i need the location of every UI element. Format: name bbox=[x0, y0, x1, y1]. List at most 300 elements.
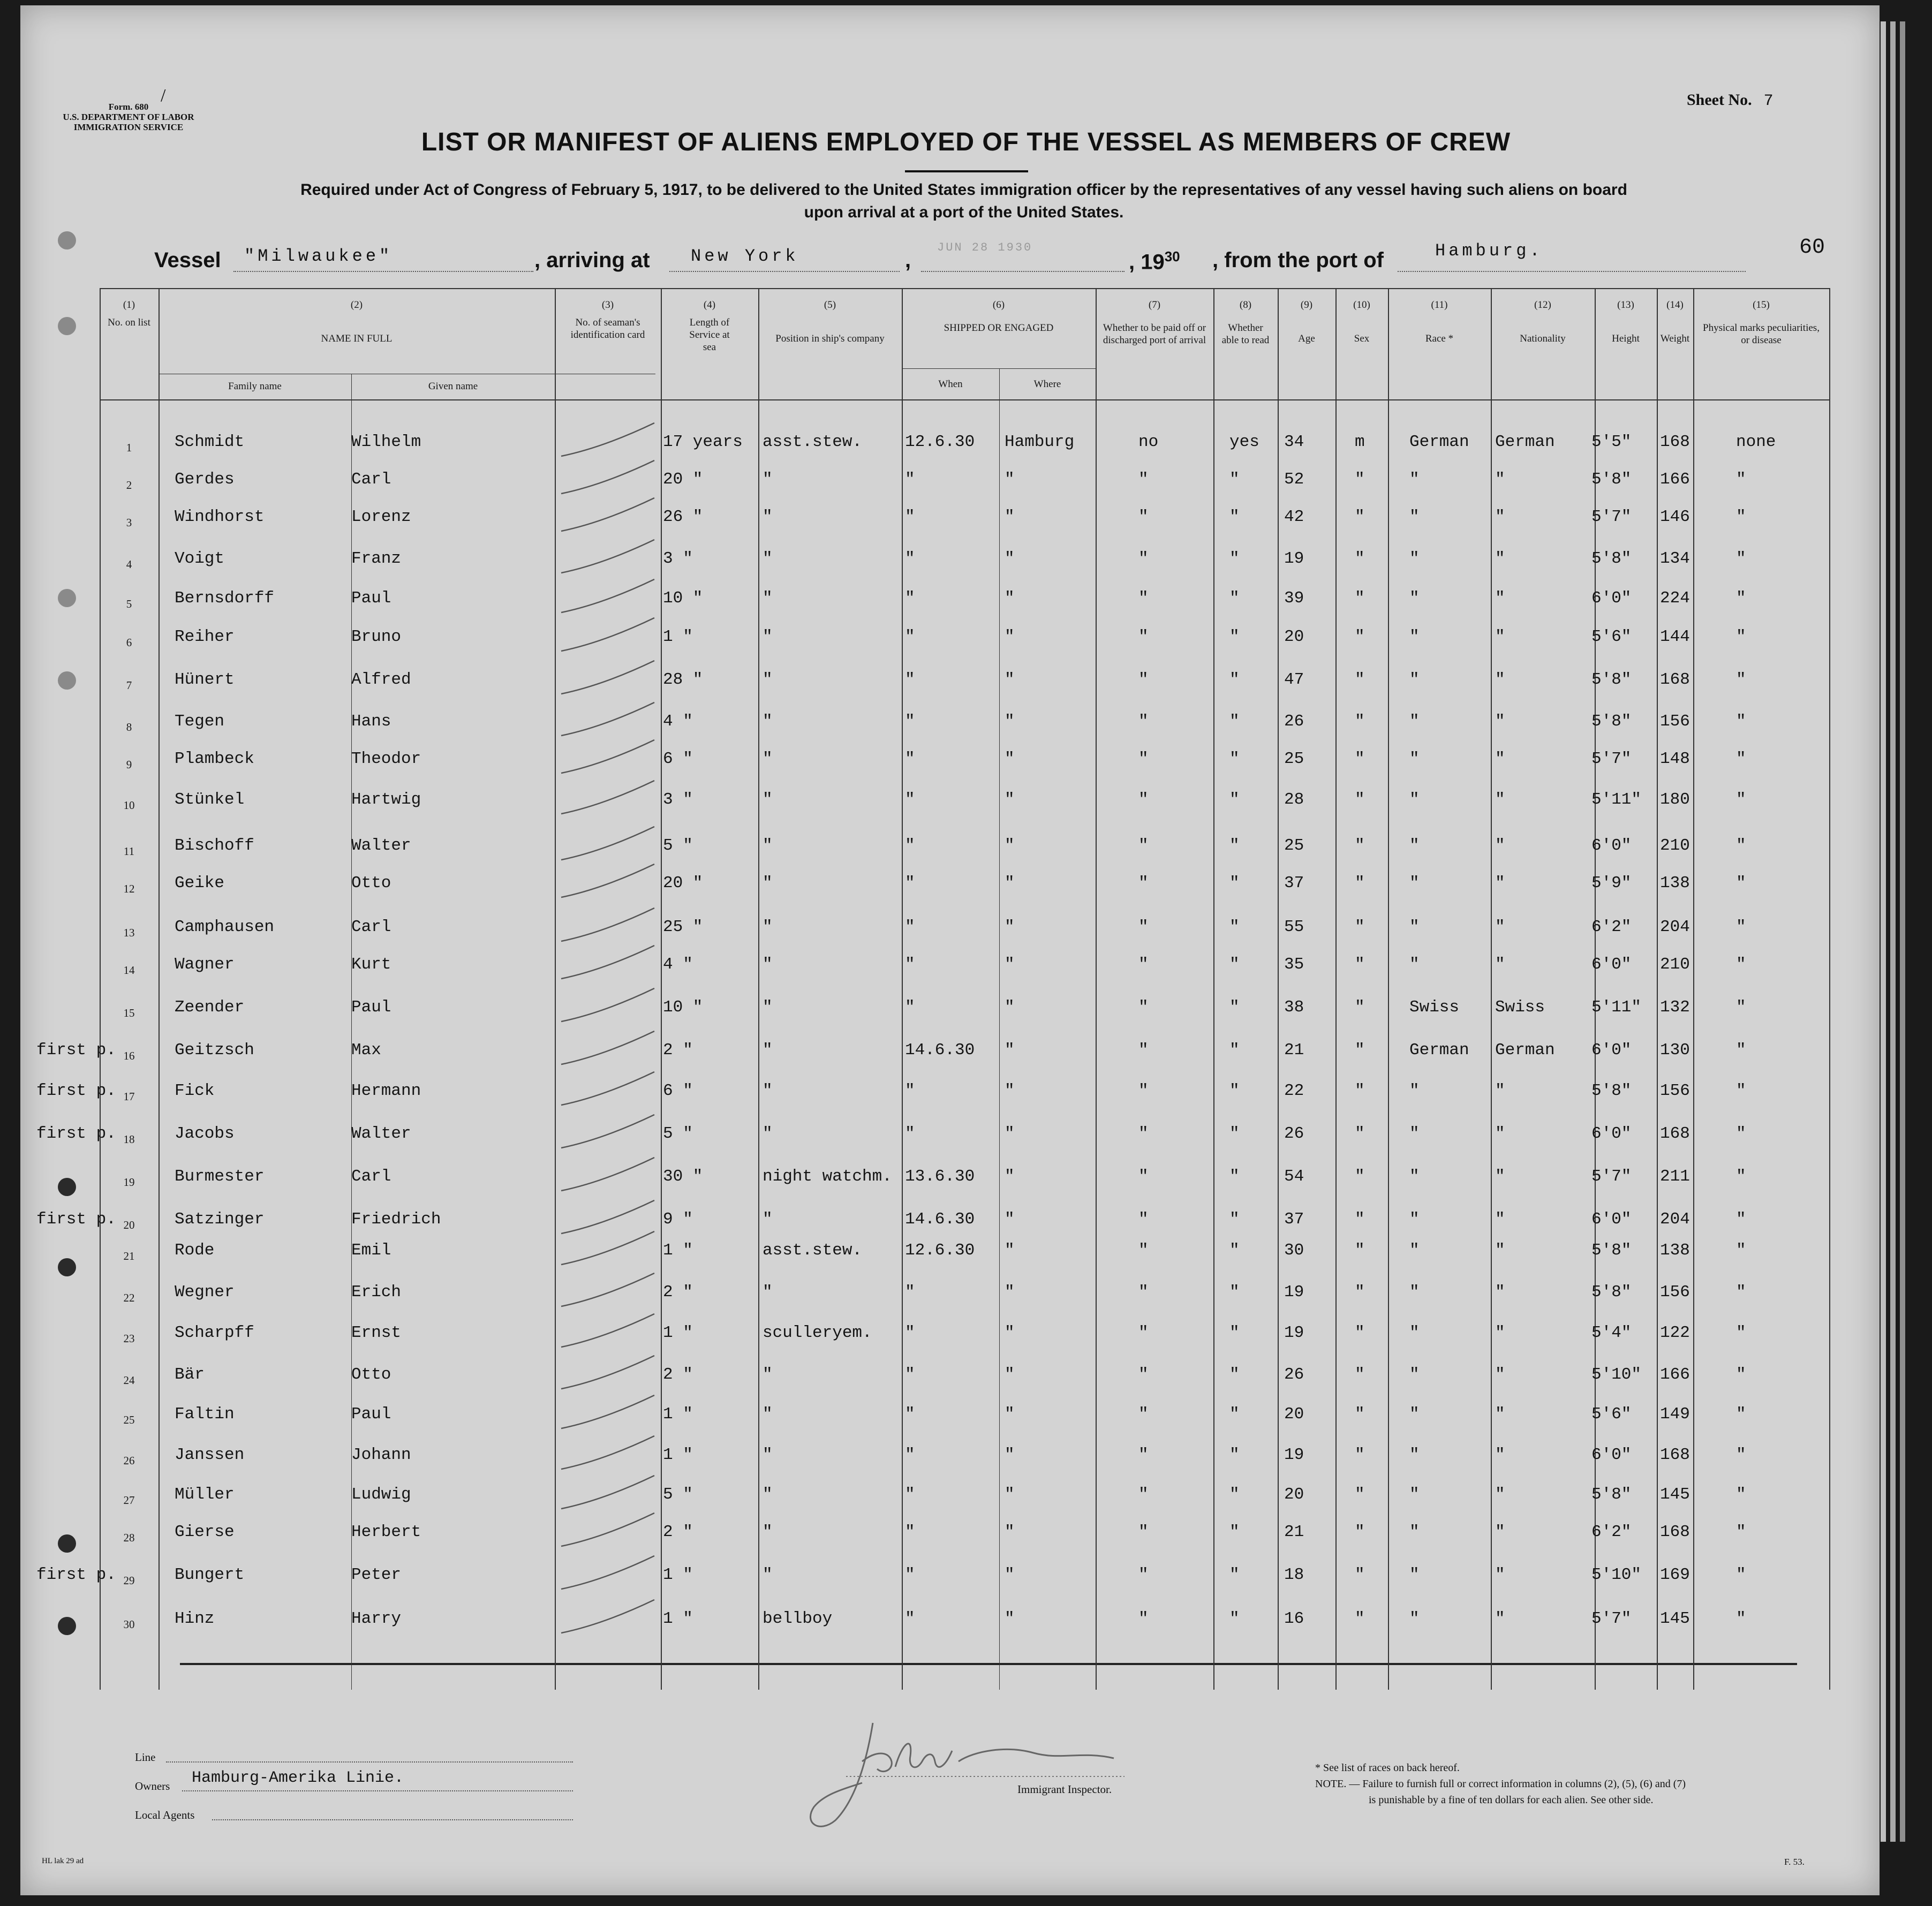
cell-given: Alfred bbox=[351, 670, 411, 689]
col-header-nationality bbox=[1491, 299, 1595, 345]
cell-nationality: " bbox=[1495, 918, 1505, 936]
cell-position: " bbox=[763, 918, 773, 936]
col-title: Length of Service at sea bbox=[689, 317, 730, 353]
cell-weight: 132 bbox=[1660, 998, 1690, 1017]
cell-when: " bbox=[905, 470, 915, 489]
cell-no: 28 bbox=[123, 1531, 135, 1544]
cell-race: " bbox=[1409, 955, 1420, 974]
cell-age: 25 bbox=[1284, 750, 1304, 768]
cell-age: 39 bbox=[1284, 589, 1304, 608]
cell-family: Gierse bbox=[175, 1523, 235, 1541]
cell-height: 5'7" bbox=[1591, 750, 1632, 768]
cell-sex: " bbox=[1355, 918, 1365, 936]
check-mark bbox=[561, 740, 654, 773]
cell-sex: " bbox=[1355, 1323, 1365, 1342]
cell-weight: 168 bbox=[1660, 670, 1690, 689]
cell-age: 35 bbox=[1284, 955, 1304, 974]
table-end-rule bbox=[180, 1663, 1797, 1665]
cell-service: 1 " bbox=[663, 1565, 693, 1584]
vessel-name: "Milwaukee" bbox=[244, 246, 393, 266]
cell-when: 13.6.30 bbox=[905, 1167, 975, 1186]
cell-position: " bbox=[763, 1124, 773, 1143]
cell-weight: 138 bbox=[1660, 1241, 1690, 1260]
cell-paid: " bbox=[1138, 1124, 1149, 1143]
cell-when: " bbox=[905, 998, 915, 1017]
cell-service: 26 " bbox=[663, 508, 703, 526]
cell-where: " bbox=[1005, 627, 1015, 646]
cell-family: Schmidt bbox=[175, 433, 245, 451]
cell-family: Plambeck bbox=[175, 750, 254, 768]
cell-nationality: German bbox=[1495, 433, 1555, 451]
col-title: Nationality bbox=[1520, 333, 1566, 344]
cell-nationality: " bbox=[1495, 1167, 1505, 1186]
cell-no: 19 bbox=[123, 1176, 135, 1189]
check-mark bbox=[561, 827, 654, 860]
cell-paid: " bbox=[1138, 1041, 1149, 1060]
cell-family: Wegner bbox=[175, 1283, 235, 1302]
arriving-port: New York bbox=[691, 246, 799, 266]
cell-position: " bbox=[763, 874, 773, 893]
cell-race: German bbox=[1409, 433, 1469, 451]
cell-position: " bbox=[763, 1523, 773, 1541]
cell-marks: " bbox=[1736, 549, 1746, 568]
cell-position: " bbox=[763, 670, 773, 689]
check-mark bbox=[561, 1115, 654, 1148]
cell-read: " bbox=[1229, 874, 1240, 893]
cell-where: " bbox=[1005, 589, 1015, 608]
cell-height: 5'11" bbox=[1591, 998, 1642, 1017]
cell-read: " bbox=[1229, 1485, 1240, 1504]
cell-where: " bbox=[1005, 836, 1015, 855]
cell-sex: " bbox=[1355, 627, 1365, 646]
cell-service: 1 " bbox=[663, 1323, 693, 1342]
cell-read: " bbox=[1229, 790, 1240, 809]
table-rule bbox=[100, 288, 1829, 289]
cell-read: " bbox=[1229, 670, 1240, 689]
cell-height: 5'8" bbox=[1591, 1241, 1632, 1260]
cell-sex: " bbox=[1355, 1041, 1365, 1060]
col-header-age bbox=[1278, 299, 1335, 345]
cell-weight: 138 bbox=[1660, 874, 1690, 893]
cell-given: Theodor bbox=[351, 750, 421, 768]
cell-paid: " bbox=[1138, 1365, 1149, 1384]
cell-position: night watchm. bbox=[763, 1167, 892, 1186]
page-title: LIST OR MANIFEST OF ALIENS EMPLOYED OF THE VESSEL AS MEMBERS OF CREW bbox=[421, 128, 1511, 156]
cell-service: 6 " bbox=[663, 1081, 693, 1100]
cell-nationality: " bbox=[1495, 1283, 1505, 1302]
manifest-table bbox=[36, 288, 1829, 1690]
cell-no: 26 bbox=[123, 1454, 135, 1467]
col-number: (3) bbox=[601, 299, 614, 311]
col-title: NAME IN FULL bbox=[321, 333, 393, 344]
cell-age: 18 bbox=[1284, 1565, 1304, 1584]
cell-when: " bbox=[905, 918, 915, 936]
cell-age: 26 bbox=[1284, 1124, 1304, 1143]
cell-family: Zeender bbox=[175, 998, 245, 1017]
punch-hole bbox=[58, 671, 76, 690]
margin-annotation: first p. bbox=[36, 1041, 116, 1060]
cell-race: " bbox=[1409, 627, 1420, 646]
check-mark bbox=[561, 988, 654, 1022]
cell-paid: " bbox=[1138, 470, 1149, 489]
cell-nationality: " bbox=[1495, 874, 1505, 893]
cell-service: 2 " bbox=[663, 1523, 693, 1541]
cell-given: Hans bbox=[351, 712, 391, 731]
cell-given: Harry bbox=[351, 1609, 402, 1628]
cell-sex: " bbox=[1355, 1523, 1365, 1541]
cell-when: " bbox=[905, 549, 915, 568]
col-number: (1) bbox=[123, 299, 135, 311]
cell-sex: " bbox=[1355, 1609, 1365, 1628]
cell-sex: " bbox=[1355, 1283, 1365, 1302]
col-divider bbox=[1388, 288, 1389, 1690]
cell-given: Kurt bbox=[351, 955, 391, 974]
check-mark bbox=[561, 1231, 654, 1265]
cell-sex: " bbox=[1355, 1124, 1365, 1143]
cell-age: 26 bbox=[1284, 1365, 1304, 1384]
cell-weight: 145 bbox=[1660, 1609, 1690, 1628]
cell-height: 5'8" bbox=[1591, 1081, 1632, 1100]
cell-sex: " bbox=[1355, 1405, 1365, 1424]
line-underline bbox=[166, 1761, 573, 1763]
col-divider bbox=[1693, 288, 1694, 1690]
page-edge bbox=[1881, 21, 1886, 1842]
cell-when: " bbox=[905, 750, 915, 768]
cell-read: " bbox=[1229, 955, 1240, 974]
cell-paid: " bbox=[1138, 1405, 1149, 1424]
cell-given: Ernst bbox=[351, 1323, 402, 1342]
cell-family: Jacobs bbox=[175, 1124, 235, 1143]
cell-no: 29 bbox=[123, 1574, 135, 1587]
cell-service: 20 " bbox=[663, 470, 703, 489]
cell-marks: " bbox=[1736, 874, 1746, 893]
check-mark bbox=[561, 1314, 654, 1347]
year-field bbox=[1129, 248, 1180, 274]
cell-when: " bbox=[905, 508, 915, 526]
cell-sex: " bbox=[1355, 589, 1365, 608]
cell-no: 14 bbox=[123, 964, 135, 977]
cell-sex: " bbox=[1355, 1365, 1365, 1384]
cell-marks: " bbox=[1736, 712, 1746, 731]
cell-family: Faltin bbox=[175, 1405, 235, 1424]
cell-service: 2 " bbox=[663, 1283, 693, 1302]
cell-weight: 148 bbox=[1660, 750, 1690, 768]
cell-weight: 156 bbox=[1660, 1283, 1690, 1302]
check-mark bbox=[561, 579, 654, 612]
cell-race: " bbox=[1409, 470, 1420, 489]
punch-hole bbox=[58, 317, 76, 335]
cell-position: " bbox=[763, 712, 773, 731]
cell-race: " bbox=[1409, 790, 1420, 809]
cell-nationality: " bbox=[1495, 1405, 1505, 1424]
subtitle-line-1: Required under Act of Congress of February 5, 1917, to be delivered to the United States immigration officer by the representatives of any vessel having such aliens on board bbox=[300, 181, 1627, 199]
col-number: (15) bbox=[1753, 299, 1770, 311]
cell-nationality: " bbox=[1495, 549, 1505, 568]
cell-sex: " bbox=[1355, 874, 1365, 893]
cell-race: " bbox=[1409, 1523, 1420, 1541]
cell-service: 3 " bbox=[663, 549, 693, 568]
check-mark bbox=[561, 498, 654, 531]
cell-paid: " bbox=[1138, 1609, 1149, 1628]
cell-family: Fick bbox=[175, 1081, 215, 1100]
cell-paid: " bbox=[1138, 1167, 1149, 1186]
cell-read: " bbox=[1229, 1167, 1240, 1186]
cell-nationality: " bbox=[1495, 955, 1505, 974]
cell-marks: " bbox=[1736, 998, 1746, 1017]
cell-when: " bbox=[905, 712, 915, 731]
cell-weight: 144 bbox=[1660, 627, 1690, 646]
cell-read: " bbox=[1229, 998, 1240, 1017]
check-mark bbox=[561, 781, 654, 814]
cell-sex: " bbox=[1355, 998, 1365, 1017]
cell-position: " bbox=[763, 750, 773, 768]
sheet-number-value: 7 bbox=[1763, 92, 1773, 110]
cell-sex: " bbox=[1355, 1241, 1365, 1260]
cell-weight: 211 bbox=[1660, 1167, 1690, 1186]
cell-sex: " bbox=[1355, 955, 1365, 974]
cell-given: Hermann bbox=[351, 1081, 421, 1100]
col-divider bbox=[1829, 288, 1830, 1690]
col-title: Whether able to read bbox=[1221, 322, 1270, 346]
col-title: Sex bbox=[1354, 333, 1370, 344]
cell-weight: 204 bbox=[1660, 1210, 1690, 1229]
cell-no: 22 bbox=[123, 1291, 135, 1304]
cell-family: Scharpff bbox=[175, 1323, 254, 1342]
col-number: (4) bbox=[703, 299, 716, 311]
col-number: (5) bbox=[824, 299, 836, 311]
cell-height: 5'10" bbox=[1591, 1365, 1642, 1384]
cell-race: " bbox=[1409, 1283, 1420, 1302]
cell-given: Paul bbox=[351, 998, 391, 1017]
cell-height: 5'4" bbox=[1591, 1323, 1632, 1342]
cell-where: " bbox=[1005, 998, 1015, 1017]
cell-family: Bernsdorff bbox=[175, 589, 275, 608]
cell-where: " bbox=[1005, 874, 1015, 893]
cell-height: 5'6" bbox=[1591, 627, 1632, 646]
cell-sex: " bbox=[1355, 549, 1365, 568]
cell-weight: 122 bbox=[1660, 1323, 1690, 1342]
cell-age: 54 bbox=[1284, 1167, 1304, 1186]
cell-where: " bbox=[1005, 1041, 1015, 1060]
col-divider bbox=[159, 288, 160, 1690]
page-subtitle bbox=[129, 179, 1799, 224]
cell-marks: " bbox=[1736, 1283, 1746, 1302]
cell-marks: none bbox=[1736, 433, 1776, 451]
cell-read: " bbox=[1229, 1565, 1240, 1584]
cell-age: 19 bbox=[1284, 1283, 1304, 1302]
cell-where: " bbox=[1005, 955, 1015, 974]
fine-note-line-1: NOTE. — Failure to furnish full or correct information in columns (2), (5), (6) and (7) bbox=[1315, 1778, 1686, 1790]
cell-marks: " bbox=[1736, 508, 1746, 526]
check-mark bbox=[561, 1273, 654, 1306]
cell-race: " bbox=[1409, 874, 1420, 893]
cell-read: " bbox=[1229, 1124, 1240, 1143]
cell-nationality: " bbox=[1495, 1323, 1505, 1342]
cell-given: Max bbox=[351, 1041, 381, 1060]
cell-weight: 166 bbox=[1660, 1365, 1690, 1384]
cell-when: " bbox=[905, 1565, 915, 1584]
col-number: (13) bbox=[1617, 299, 1634, 311]
cell-given: Wilhelm bbox=[351, 433, 421, 451]
cell-marks: " bbox=[1736, 1124, 1746, 1143]
cell-race: " bbox=[1409, 1081, 1420, 1100]
col-number: (12) bbox=[1534, 299, 1551, 311]
cell-marks: " bbox=[1736, 790, 1746, 809]
col-divider bbox=[1657, 288, 1658, 1690]
cell-position: " bbox=[763, 955, 773, 974]
cell-sex: " bbox=[1355, 712, 1365, 731]
col-header-read bbox=[1213, 299, 1278, 346]
from-port-label: , from the port of bbox=[1212, 248, 1384, 272]
cell-family: Reiher bbox=[175, 627, 235, 646]
cell-family: Bischoff bbox=[175, 836, 254, 855]
cell-age: 22 bbox=[1284, 1081, 1304, 1100]
cell-given: Paul bbox=[351, 1405, 391, 1424]
cell-service: 3 " bbox=[663, 790, 693, 809]
col-number: (11) bbox=[1431, 299, 1448, 311]
cell-given: Erich bbox=[351, 1283, 402, 1302]
cell-height: 5'6" bbox=[1591, 1405, 1632, 1424]
cell-position: " bbox=[763, 589, 773, 608]
cell-position: " bbox=[763, 1041, 773, 1060]
vessel-label: Vessel bbox=[154, 248, 221, 272]
cell-paid: " bbox=[1138, 1210, 1149, 1229]
check-mark bbox=[561, 1356, 654, 1389]
cell-no: 18 bbox=[123, 1133, 135, 1146]
punch-hole bbox=[58, 1534, 76, 1553]
cell-where: " bbox=[1005, 670, 1015, 689]
page-edge bbox=[1900, 21, 1905, 1842]
department-name: U.S. DEPARTMENT OF LABOR bbox=[63, 112, 194, 122]
cell-read: " bbox=[1229, 549, 1240, 568]
cell-where: " bbox=[1005, 1124, 1015, 1143]
cell-height: 5'8" bbox=[1591, 470, 1632, 489]
cell-where: " bbox=[1005, 470, 1015, 489]
cell-marks: " bbox=[1736, 955, 1746, 974]
cell-given: Herbert bbox=[351, 1523, 421, 1541]
col-divider bbox=[1595, 288, 1596, 1690]
cell-race: " bbox=[1409, 1365, 1420, 1384]
cell-sex: " bbox=[1355, 670, 1365, 689]
cell-marks: " bbox=[1736, 836, 1746, 855]
cell-no: 17 bbox=[123, 1090, 135, 1103]
cell-when: " bbox=[905, 1405, 915, 1424]
cell-no: 9 bbox=[126, 758, 132, 771]
cell-read: " bbox=[1229, 750, 1240, 768]
cell-height: 6'2" bbox=[1591, 918, 1632, 936]
page-number: 60 bbox=[1799, 236, 1825, 260]
col-title: No. of seaman's identification card bbox=[570, 317, 645, 341]
vessel-underline bbox=[233, 271, 533, 272]
cell-height: 5'7" bbox=[1591, 1609, 1632, 1628]
cell-sex: " bbox=[1355, 790, 1365, 809]
col-divider bbox=[1096, 288, 1097, 1690]
cell-race: " bbox=[1409, 1167, 1420, 1186]
cell-age: 28 bbox=[1284, 790, 1304, 809]
cell-given: Paul bbox=[351, 589, 391, 608]
col-header-service bbox=[661, 299, 758, 353]
cell-given: Bruno bbox=[351, 627, 402, 646]
cell-height: 6'0" bbox=[1591, 1210, 1632, 1229]
cell-service: 5 " bbox=[663, 1485, 693, 1504]
cell-height: 6'0" bbox=[1591, 1124, 1632, 1143]
cell-race: " bbox=[1409, 1405, 1420, 1424]
cell-race: " bbox=[1409, 1210, 1420, 1229]
cell-when: 14.6.30 bbox=[905, 1210, 975, 1229]
cell-height: 5'8" bbox=[1591, 712, 1632, 731]
col-header-race bbox=[1388, 299, 1491, 345]
cell-position: " bbox=[763, 1446, 773, 1464]
cell-paid: " bbox=[1138, 790, 1149, 809]
cell-weight: 168 bbox=[1660, 1446, 1690, 1464]
cell-sex: " bbox=[1355, 1210, 1365, 1229]
cell-service: 6 " bbox=[663, 750, 693, 768]
cell-given: Walter bbox=[351, 836, 411, 855]
cell-height: 5'11" bbox=[1591, 790, 1642, 809]
cell-paid: no bbox=[1138, 433, 1159, 451]
cell-sex: " bbox=[1355, 1167, 1365, 1186]
cell-sex: " bbox=[1355, 836, 1365, 855]
cell-race: " bbox=[1409, 589, 1420, 608]
cell-no: 8 bbox=[126, 721, 132, 733]
date-underline bbox=[921, 271, 1125, 272]
sheet-number-label: Sheet No. bbox=[1687, 91, 1752, 109]
cell-paid: " bbox=[1138, 1485, 1149, 1504]
cell-read: " bbox=[1229, 712, 1240, 731]
col-header-paid-off bbox=[1096, 299, 1213, 346]
cell-read: " bbox=[1229, 470, 1240, 489]
cell-age: 21 bbox=[1284, 1523, 1304, 1541]
cell-given: Otto bbox=[351, 874, 391, 893]
subtitle-line-2: upon arrival at a port of the United States. bbox=[804, 203, 1124, 221]
col-title: Race * bbox=[1425, 333, 1454, 344]
cell-nationality: " bbox=[1495, 589, 1505, 608]
cell-race: " bbox=[1409, 508, 1420, 526]
cell-read: " bbox=[1229, 1523, 1240, 1541]
col-divider bbox=[661, 288, 662, 1690]
cell-weight: 166 bbox=[1660, 470, 1690, 489]
cell-marks: " bbox=[1736, 1365, 1746, 1384]
cell-where: " bbox=[1005, 1523, 1015, 1541]
col-divider bbox=[100, 288, 101, 1690]
col-header-no bbox=[100, 299, 159, 329]
date-stamp: JUN 28 1930 bbox=[937, 241, 1033, 254]
cell-race: " bbox=[1409, 712, 1420, 731]
check-mark bbox=[561, 1476, 654, 1509]
cell-family: Windhorst bbox=[175, 508, 265, 526]
cell-age: 25 bbox=[1284, 836, 1304, 855]
cell-age: 30 bbox=[1284, 1241, 1304, 1260]
cell-age: 16 bbox=[1284, 1609, 1304, 1628]
cell-marks: " bbox=[1736, 1565, 1746, 1584]
cell-when: " bbox=[905, 836, 915, 855]
cell-nationality: " bbox=[1495, 1446, 1505, 1464]
cell-where: " bbox=[1005, 549, 1015, 568]
cell-position: asst.stew. bbox=[763, 433, 863, 451]
cell-given: Walter bbox=[351, 1124, 411, 1143]
cell-service: 10 " bbox=[663, 589, 703, 608]
col-number: (10) bbox=[1353, 299, 1370, 311]
cell-where: " bbox=[1005, 1323, 1015, 1342]
cell-when: " bbox=[905, 1283, 915, 1302]
cell-sex: " bbox=[1355, 1485, 1365, 1504]
cell-position: " bbox=[763, 627, 773, 646]
cell-age: 26 bbox=[1284, 712, 1304, 731]
cell-given: Ludwig bbox=[351, 1485, 411, 1504]
cell-read: " bbox=[1229, 589, 1240, 608]
cell-nationality: " bbox=[1495, 1609, 1505, 1628]
cell-paid: " bbox=[1138, 627, 1149, 646]
